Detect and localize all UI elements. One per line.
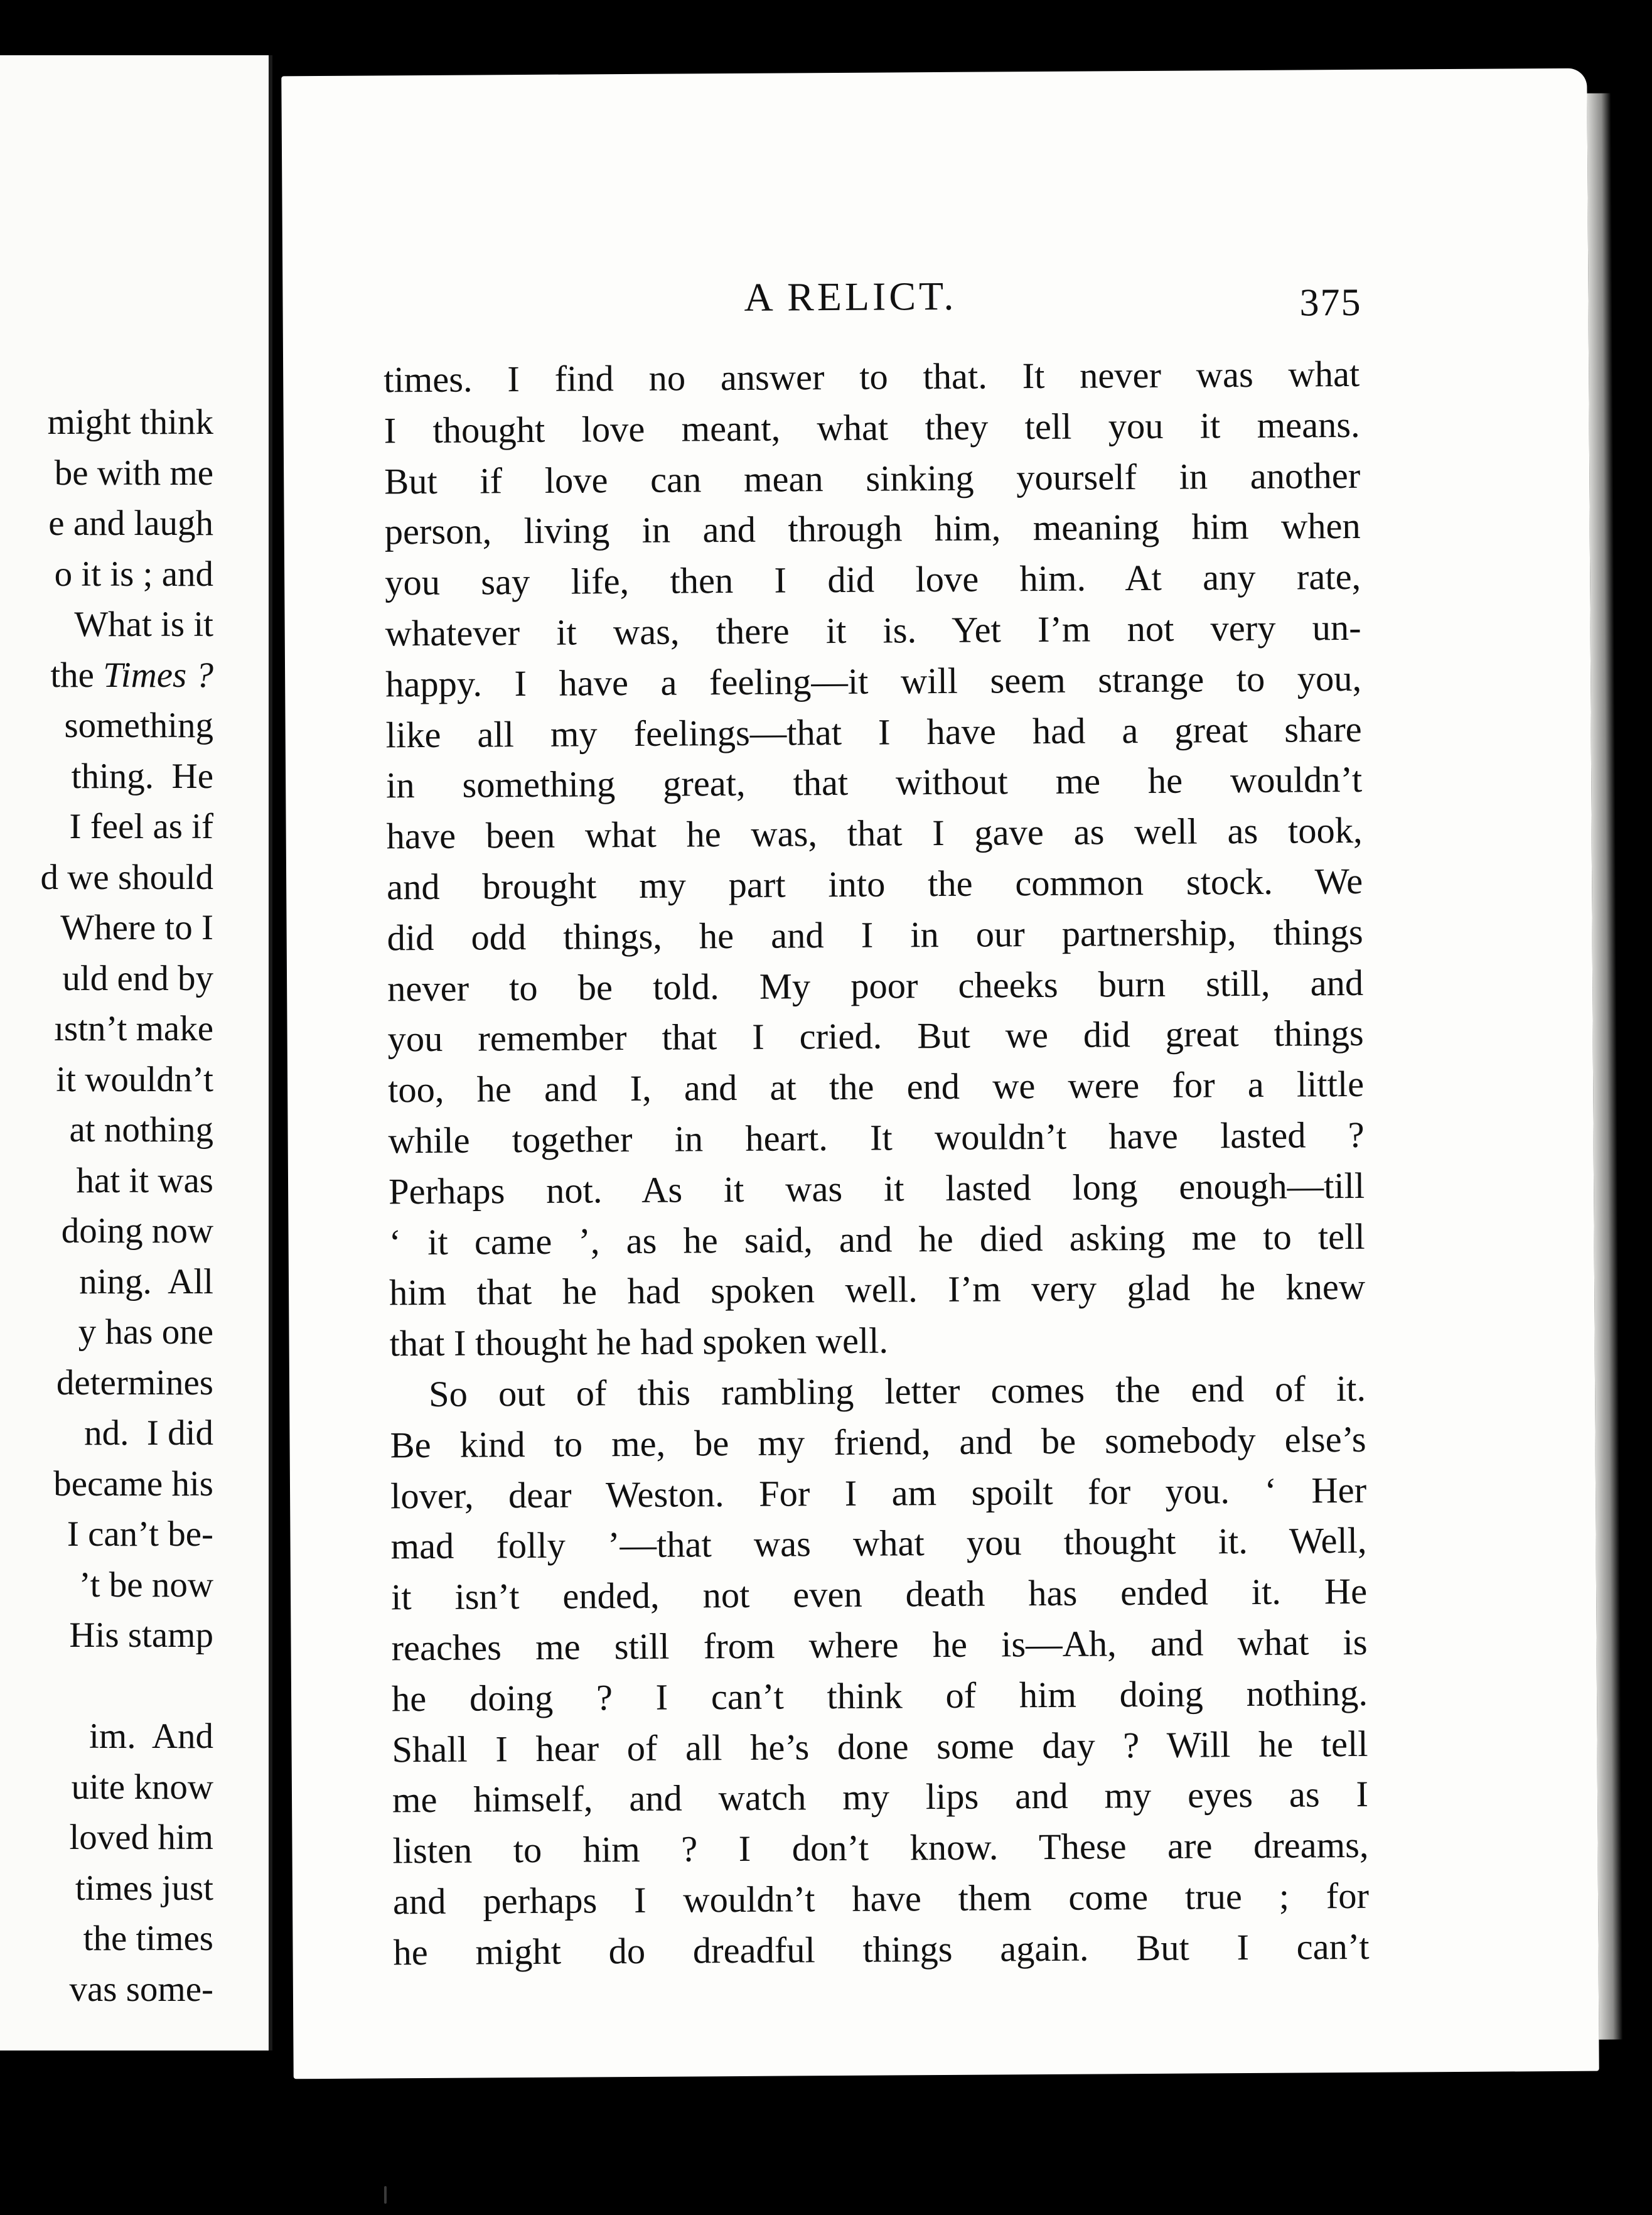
text-line: did odd things, he and I in our partnership, things (387, 911, 1363, 959)
text-line: ‘ it came ’, as he said, and he died asking me to tell (389, 1215, 1365, 1263)
previous-page-line: thing. He (71, 756, 213, 796)
text-line: it isn’t ended, not even death has ended it. He (390, 1570, 1368, 1618)
previous-page-line: What is it (74, 605, 213, 644)
text-line: he doing ? I can’t think of him doing nothing. (391, 1672, 1368, 1720)
text-line: happy. I have a feeling—it will seem strange to you, (385, 657, 1362, 705)
previous-page-line: I feel as if (69, 807, 213, 846)
text-line: like all my feelings—that I have had a great share (385, 708, 1362, 755)
text-line: But if love can mean sinking yourself in another (384, 455, 1361, 502)
previous-page-line: ıstn’t make (54, 1009, 213, 1048)
page-edge (1587, 93, 1622, 2039)
scan-mark (384, 2186, 387, 2204)
text-line: never to be told. My poor cheeks burn still, and (387, 962, 1364, 1009)
book-page (281, 68, 1599, 2079)
running-head: A RELICT. (744, 273, 957, 320)
text-line: listen to him ? I don’t know. These are dreams, (392, 1824, 1369, 1872)
previous-page-line: be with me (54, 453, 213, 493)
body-text (384, 349, 1370, 1978)
text-line: mad folly ’—that was what you thought it. Well, (390, 1520, 1367, 1567)
text-line: me himself, and watch my lips and my eyes as I (392, 1774, 1369, 1821)
previous-page-line: might think (47, 402, 213, 442)
previous-page-text (41, 397, 213, 2015)
text-line: So out of this rambling letter comes the end of it. (428, 1367, 1366, 1415)
previous-page-line: determines (56, 1362, 213, 1403)
previous-page-line: ’t be now (78, 1565, 213, 1605)
text-line: you remember that I cried. But we did great things (387, 1013, 1364, 1060)
text-line: person, living in and through him, meaning him when (384, 505, 1361, 552)
previous-page-line: His stamp (69, 1615, 213, 1655)
previous-page-line: nd. I did (84, 1413, 213, 1453)
text-line: have been what he was, that I gave as well as took, (386, 810, 1363, 857)
previous-page-line: e and laugh (48, 504, 213, 543)
previous-page-line: the times (83, 1919, 213, 1958)
previous-page-line: times just (75, 1868, 213, 1908)
text-line: him that he had spoken well. I’m very glad he knew (389, 1266, 1366, 1313)
text-line: and brought my part into the common stock. We (386, 860, 1363, 908)
previous-page-line: uite know (71, 1767, 213, 1807)
text-line: whatever it was, there it is. Yet I’m not very un- (385, 606, 1361, 654)
text-line: he might do dreadful things again. But I can’t (393, 1926, 1370, 1973)
previous-page-line: I can’t be- (67, 1514, 213, 1554)
previous-page-line: vas some- (69, 1969, 213, 2009)
text-line: Shall I hear of all he’s done some day ? Will he tell (392, 1723, 1368, 1770)
text-line: too, he and I, and at the end we were for a little (387, 1064, 1365, 1111)
previous-page-line: y has one (78, 1312, 213, 1352)
previous-page-line (41, 1661, 213, 1712)
previous-page-fragment (0, 55, 272, 2051)
previous-page-line: im. And (89, 1716, 213, 1756)
previous-page-line: something (64, 706, 213, 745)
previous-page-line: at nothing (69, 1110, 213, 1150)
previous-page-line: ning. All (79, 1261, 213, 1302)
text-line: reaches me still from where he is—Ah, and what is (391, 1621, 1368, 1669)
text-line: you say life, then I did love him. At any rate, (385, 556, 1361, 603)
text-line: in something great, that without me he wouldn’t (385, 759, 1363, 806)
text-line: while together in heart. It wouldn’t have lasted ? (388, 1114, 1365, 1161)
text-line: Be kind to me, be my friend, and be somebody else’s (390, 1418, 1366, 1466)
previous-page-line: Where to I (60, 908, 213, 947)
previous-page-line: o it is ; and (54, 554, 213, 594)
previous-page-line: the Times ? (50, 655, 213, 695)
page-number: 375 (1299, 281, 1362, 325)
text-line: times. I find no answer to that. It never was what (384, 353, 1360, 401)
text-line: that I thought he had spoken well. (389, 1320, 889, 1364)
previous-page-line: hat it was (76, 1160, 213, 1200)
text-line: Perhaps not. As it was it lasted long enough—till (388, 1165, 1365, 1212)
previous-page-line: d we should (40, 857, 213, 897)
previous-page-line: doing now (61, 1211, 213, 1251)
previous-page-line: uld end by (62, 958, 213, 998)
previous-page-line: it wouldn’t (56, 1059, 213, 1099)
text-line: I thought love meant, what they tell you it means. (384, 404, 1360, 451)
text-line: lover, dear Weston. For I am spoilt for you. ‘ Her (390, 1469, 1367, 1516)
previous-page-line: loved him (69, 1818, 213, 1857)
text-line: and perhaps I wouldn’t have them come true ; for (392, 1875, 1370, 1922)
previous-page-line: became his (53, 1463, 213, 1504)
